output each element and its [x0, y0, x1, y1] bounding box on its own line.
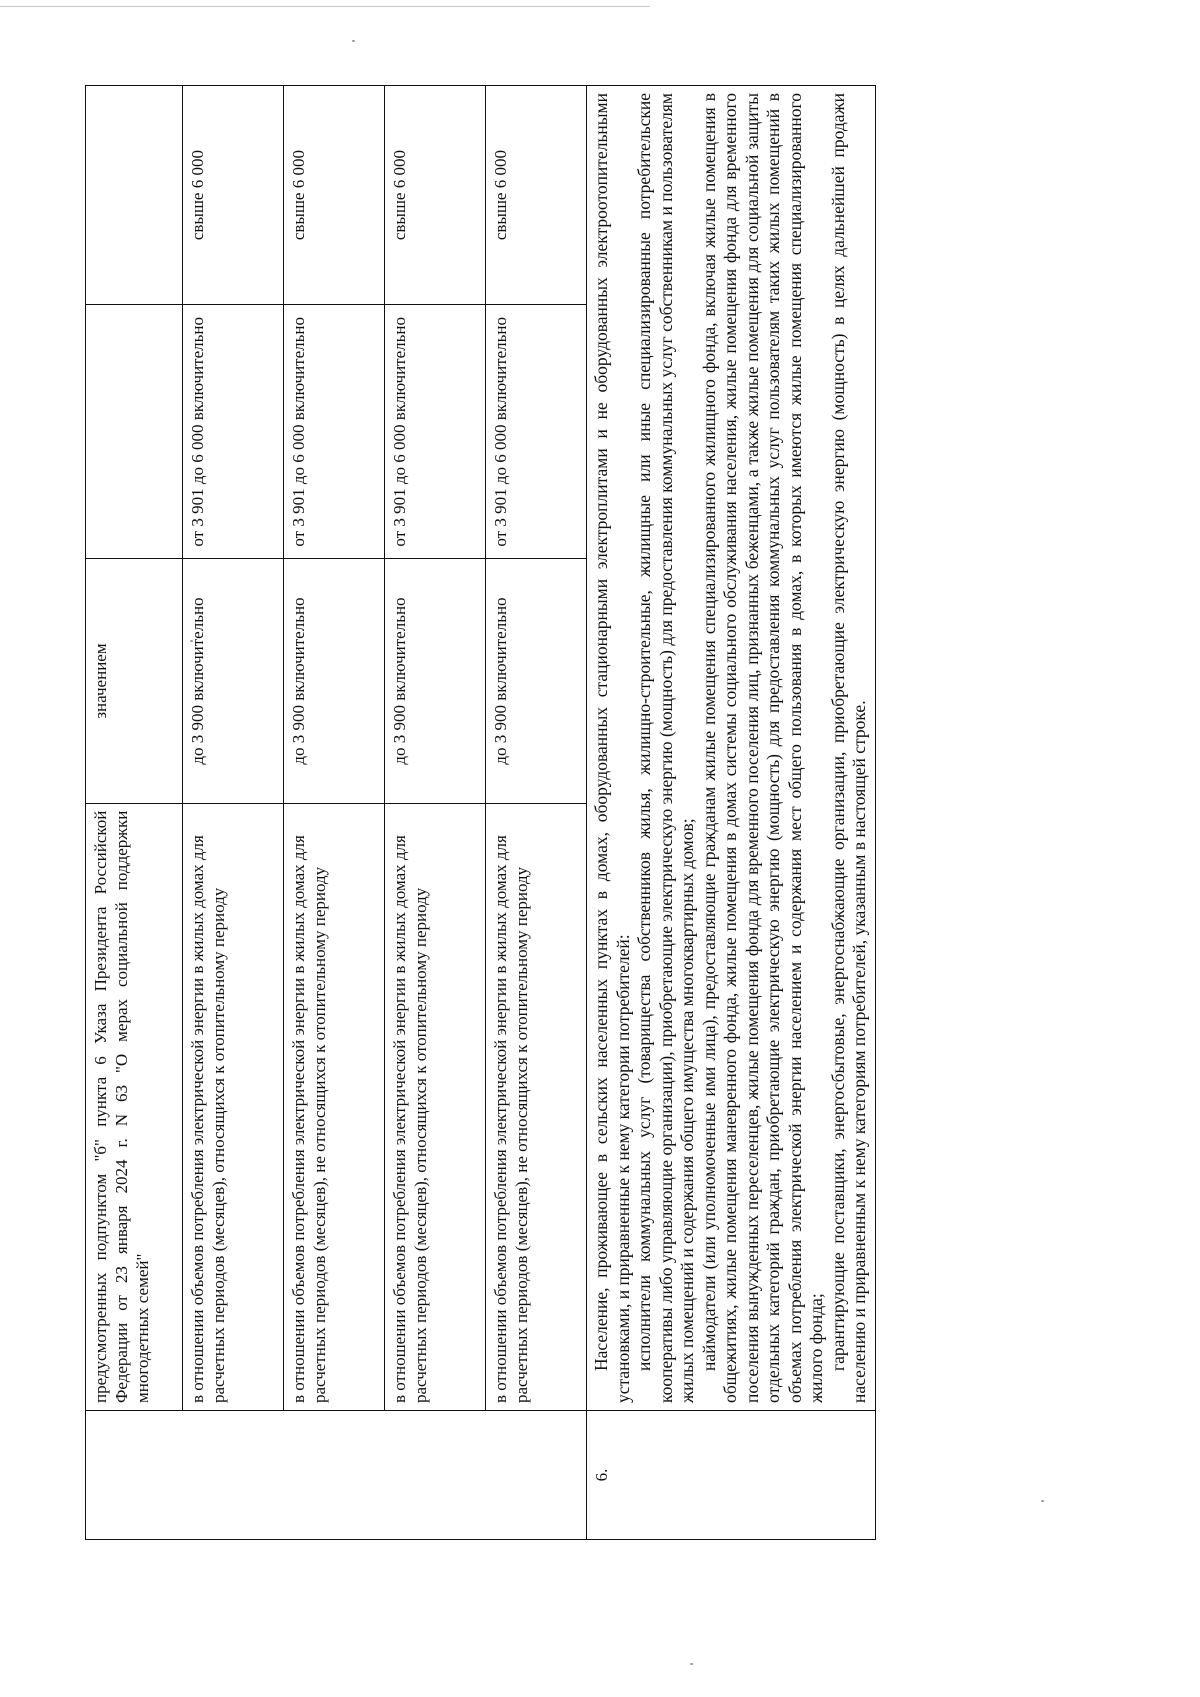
row-number-cell [86, 1411, 587, 1540]
item-6-description [587, 86, 876, 1411]
value-low: до 3 900 включительно [385, 559, 486, 803]
table-row-item-6 [587, 86, 876, 1540]
header-empty-cell [86, 86, 183, 305]
table-row-header [86, 86, 183, 1540]
header-label-cell: значением [86, 559, 183, 803]
value-low: до 3 900 включительно [486, 559, 587, 803]
value-high: свыше 6 000 [385, 86, 486, 305]
row-description: в отношении объемов потребления электрической энергии в жилых домах для расчетных периодов (месяцев), не относящихся к отопительному периоду [284, 803, 385, 1410]
table-row [183, 86, 284, 1540]
value-mid: от 3 901 до 6 000 включительно [183, 305, 284, 559]
table-row [284, 86, 385, 1540]
value-mid: от 3 901 до 6 000 включительно [486, 305, 587, 559]
rotated-page-content [85, 85, 1060, 1540]
value-high: свыше 6 000 [486, 86, 587, 305]
value-mid: от 3 901 до 6 000 включительно [385, 305, 486, 559]
scan-edge-line [0, 6, 650, 7]
scan-speck [690, 1663, 693, 1665]
table-row [486, 86, 587, 1540]
item-6-paragraph: Население, проживающее в сельских населенных пунктах в домах, оборудованных стационарными электроплитами и не оборудованных электроотопительными установками, и приравненные к нему категории потребителей: [591, 93, 633, 1404]
tariff-table [85, 85, 876, 1540]
row-description: в отношении объемов потребления электрической энергии в жилых домах для расчетных периодов (месяцев), не относящихся к отопительному периоду [486, 803, 587, 1410]
header-text-cell: предусмотренных подпунктом "б" пункта 6 Указа Президента Российской Федерации от 23 января 2024 г. N 63 "О мерах социальной поддержки многодетных семей" [86, 803, 183, 1410]
item-6-paragraph: наймодатели (или уполномоченные ими лица), предоставляющие гражданам жилые помещения специализированного жилищного фонда, включая жилые помещения в общежитиях, жилые помещения маневренного фонда, жилые помещения в домах системы социального обслуживания населения, жилые помещения фонда для временного поселения вынужденных переселенцев, жилые помещения фонда для временного поселения лиц, признанных беженцами, а также жилые помещения для социальной защиты отдельных категорий граждан, приобретающие электрическую энергию (мощность) для предоставления коммунальных услуг пользователям таких жилых помещений в объемах потребления электрической энергии населением и содержания мест общего пользования в домах, в которых имеются жилые помещения специализированного жилого фонда; [698, 93, 826, 1404]
item-number: 6. [587, 1411, 876, 1540]
table-row [385, 86, 486, 1540]
row-description: в отношении объемов потребления электрической энергии в жилых домах для расчетных периодов (месяцев), относящихся к отопительному периоду [183, 803, 284, 1410]
value-mid: от 3 901 до 6 000 включительно [284, 305, 385, 559]
value-high: свыше 6 000 [183, 86, 284, 305]
header-empty-cell [86, 305, 183, 559]
item-6-paragraph: гарантирующие поставщики, энергосбытовые, энергоснабжающие организации, приобретающие электрическую энергию (мощность) в целях дальнейшей продажи населению и приравненным к нему категориям потребителей, указанным в настоящей строке. [827, 93, 869, 1404]
value-low: до 3 900 включительно [284, 559, 385, 803]
value-low: до 3 900 включительно [183, 559, 284, 803]
scan-speck [352, 40, 355, 42]
item-6-paragraph: исполнители коммунальных услуг (товарищества собственников жилья, жилищно-строительные, жилищные или иные специализированные потребительские кооперативы либо управляющие организации), приобретающие электрическую энергию (мощность) для предоставления коммунальных услуг собственникам и пользователям жилых помещений и содержания общего имущества многоквартирных домов; [634, 93, 697, 1404]
value-high: свыше 6 000 [284, 86, 385, 305]
row-description: в отношении объемов потребления электрической энергии в жилых домах для расчетных периодов (месяцев), относящихся к отопительному периоду [385, 803, 486, 1410]
